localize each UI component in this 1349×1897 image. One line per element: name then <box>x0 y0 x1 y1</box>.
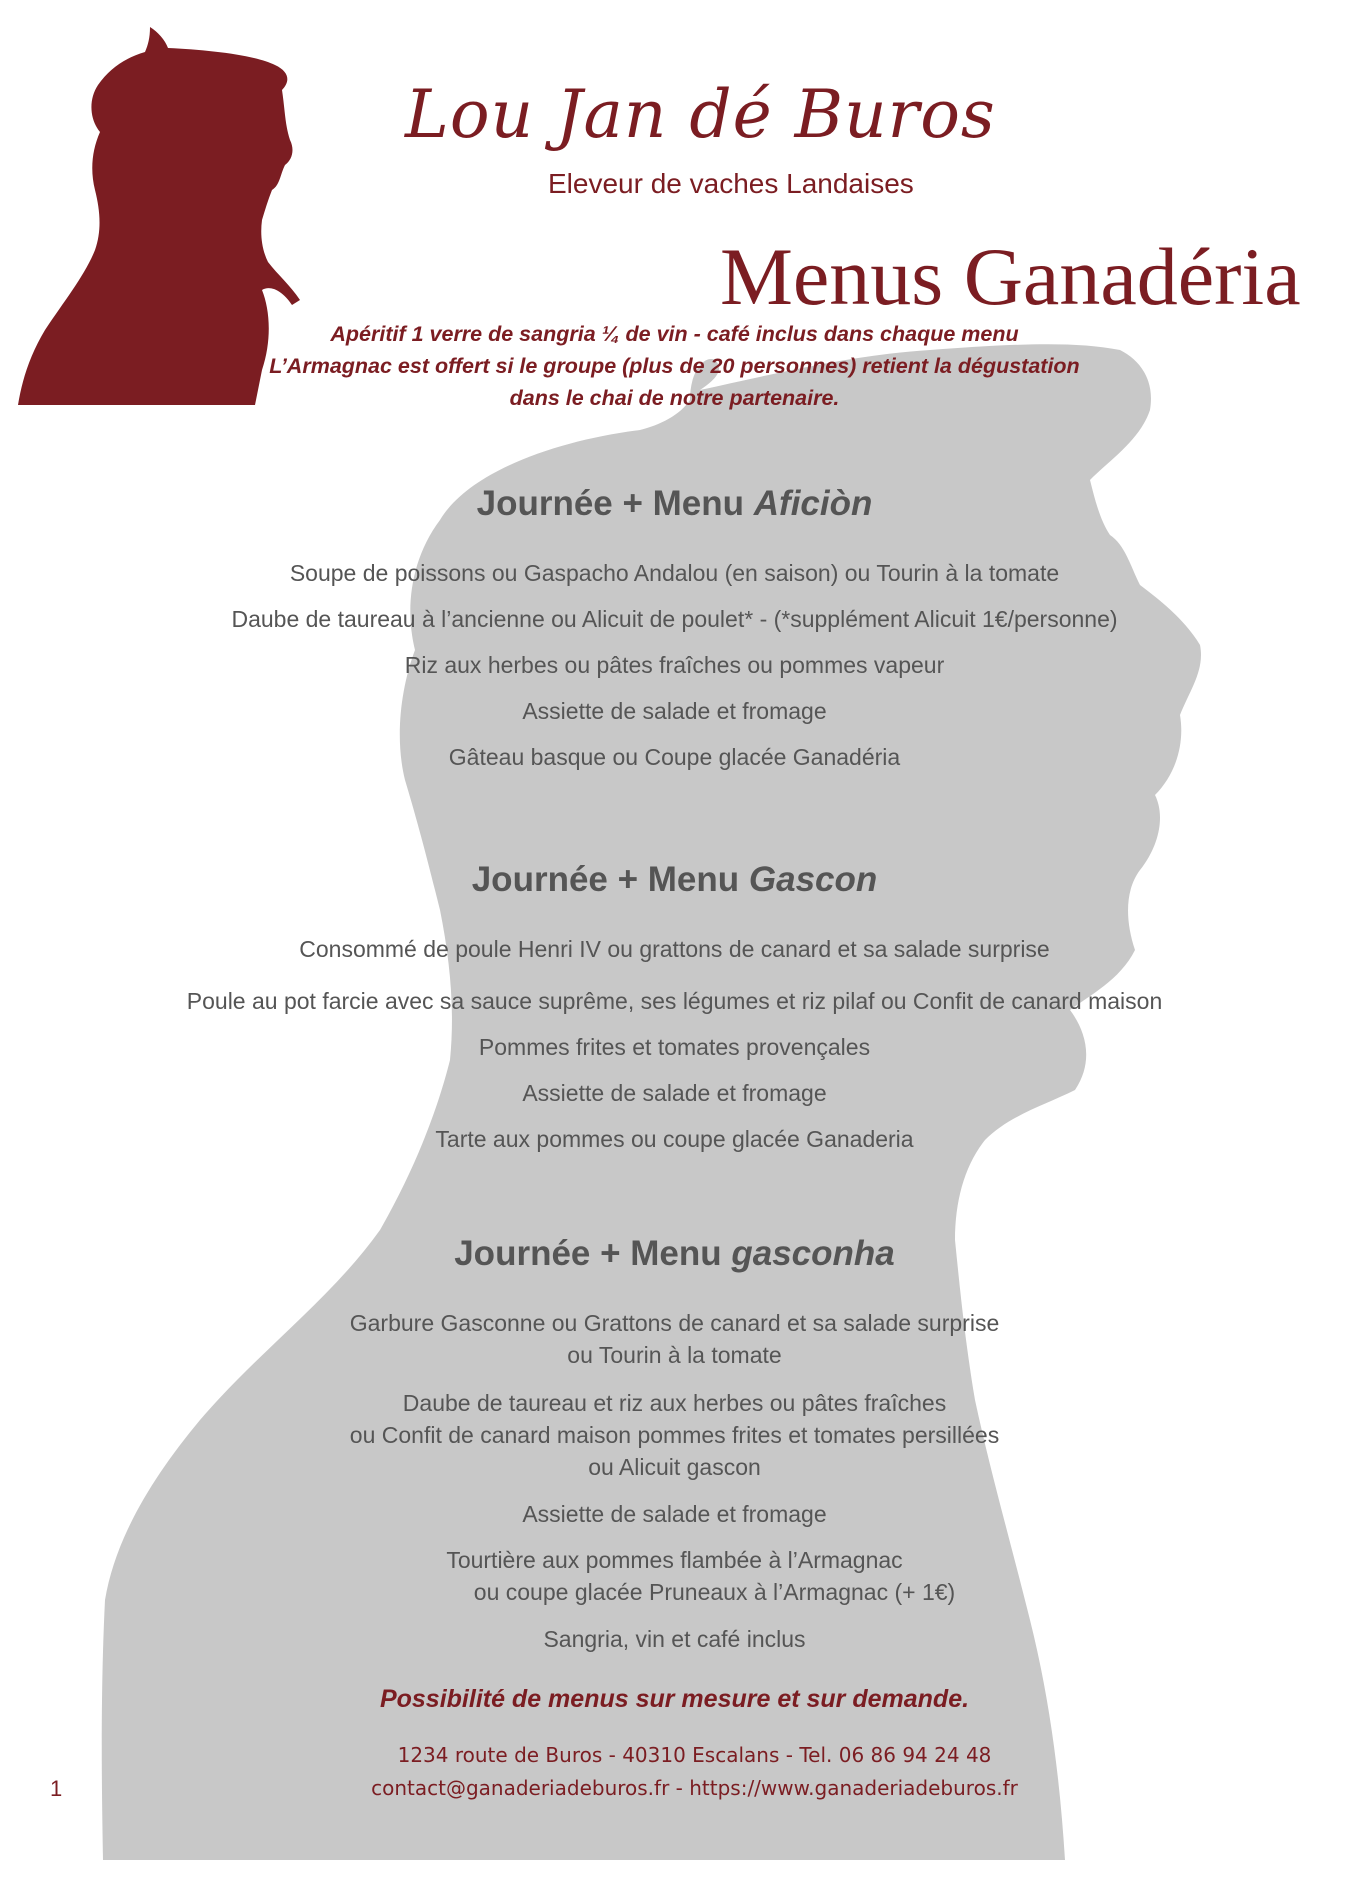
menu-title-name: gasconha <box>731 1234 895 1273</box>
menu-item: ou coupe glacée Pruneaux à l’Armagnac (+ 1€) <box>473 1579 956 1605</box>
menu-item: Gâteau basque ou Coupe glacée Ganadéria <box>448 744 901 770</box>
menu-item: Garbure Gasconne ou Grattons de canard et sa salade surprise <box>349 1310 1000 1336</box>
page-number: 1 <box>50 1776 63 1801</box>
intro-line: dans le chai de notre partenaire. <box>509 386 840 410</box>
menu-title-aficion <box>0 484 1349 524</box>
menu-title-name: Aficiòn <box>753 484 873 523</box>
menu-title-prefix: Journée + Menu <box>476 484 745 523</box>
menu-title-name: Gascon <box>748 860 878 899</box>
menu-item: Daube de taureau et riz aux herbes ou pâtes fraîches <box>402 1390 947 1416</box>
brand-name: Lou Jan dé Buros <box>405 76 996 153</box>
menu-item: Riz aux herbes ou pâtes fraîches ou pommes vapeur <box>404 652 945 678</box>
menu-item: Assiette de salade et fromage <box>522 1501 827 1527</box>
contact-address: 1234 route de Buros - 40310 Escalans - Tel. 06 86 94 24 48 <box>397 1743 992 1767</box>
menu-item: Poule au pot farcie avec sa sauce suprême, ses légumes et riz pilaf ou Confit de canard maison <box>186 988 1163 1014</box>
menu-item: Soupe de poissons ou Gaspacho Andalou (en saison) ou Tourin à la tomate <box>289 560 1060 586</box>
intro-line: L’Armagnac est offert si le groupe (plus de 20 personnes) retient la dégustation <box>269 354 1080 378</box>
menu-item: Tarte aux pommes ou coupe glacée Ganaderia <box>435 1126 914 1152</box>
intro-text <box>0 318 1349 414</box>
menu-title-prefix: Journée + Menu <box>454 1234 722 1273</box>
menu-item: Pommes frites et tomates provençales <box>478 1034 871 1060</box>
menu-item: ou Alicuit gascon <box>588 1454 761 1480</box>
menu-item: Assiette de salade et fromage <box>522 698 827 724</box>
brand-subtitle: Eleveur de vaches Landaises <box>548 168 914 199</box>
custom-menus-note: Possibilité de menus sur mesure et sur demande. <box>379 1685 970 1713</box>
menu-item: Tourtière aux pommes flambée à l’Armagnac <box>446 1547 903 1573</box>
menu-item: ou Tourin à la tomate <box>567 1342 782 1368</box>
menu-title-gasconha <box>0 1234 1349 1274</box>
menu-item: ou Confit de canard maison pommes frites et tomates persillées <box>349 1422 1000 1448</box>
menu-title-gascon <box>0 860 1349 900</box>
menu-title-prefix: Journée + Menu <box>471 860 740 899</box>
contact-web: contact@ganaderiadeburos.fr - https://www.ganaderiadeburos.fr <box>371 1776 1018 1800</box>
menu-item: Daube de taureau à l’ancienne ou Alicuit de poulet* - (*supplément Alicuit 1€/personne) <box>231 606 1118 632</box>
menu-item: Consommé de poule Henri IV ou grattons de canard et sa salade surprise <box>299 936 1050 962</box>
menu-item: Assiette de salade et fromage <box>522 1080 827 1106</box>
page-title: Menus Ganadéria <box>720 231 1301 322</box>
menu-item: Sangria, vin et café inclus <box>543 1626 806 1652</box>
intro-line: Apéritif 1 verre de sangria ¼ de vin - café inclus dans chaque menu <box>330 322 1019 346</box>
